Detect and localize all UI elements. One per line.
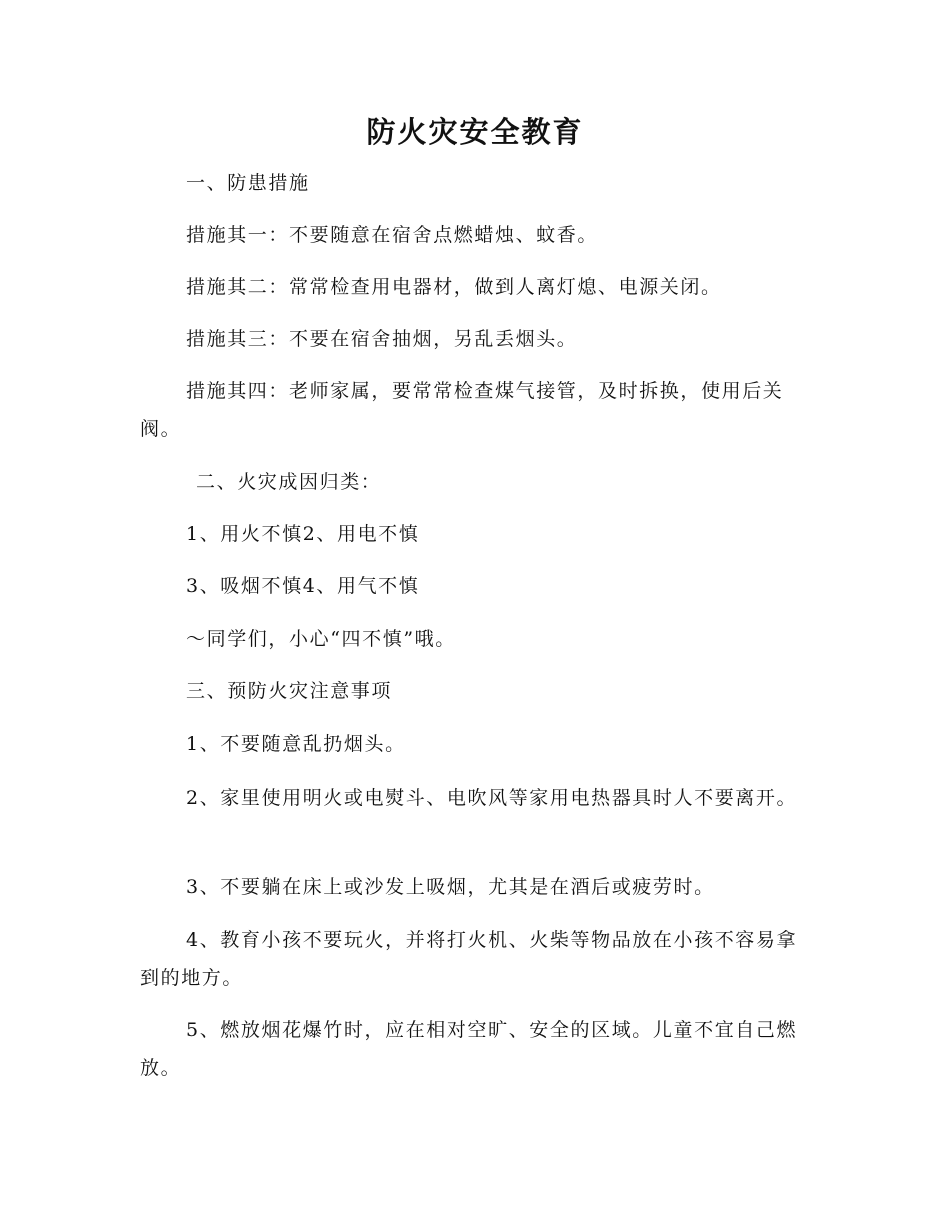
paragraph-measure-4: 措施其四：老师家属，要常常检查煤气接管，及时拆换，使用后关阀。 — [140, 380, 784, 440]
paragraph-measure-1: 措施其一：不要随意在宿舍点燃蜡烛、蚊香。 — [186, 224, 599, 246]
paragraph-precaution-2: 2、家里使用明火或电熨斗、电吹风等家用电热器具时人不要离开。 — [186, 787, 798, 809]
paragraph-precaution-4: 4、教育小孩不要玩火，并将打火机、火柴等物品放在小孩不容易拿到的地方。 — [140, 929, 798, 989]
paragraph-precaution-5: 5、燃放烟花爆竹时，应在相对空旷、安全的区域。儿童不宜自己燃放。 — [140, 1019, 798, 1079]
paragraph-causes-2: 3、吸烟不慎4、用气不慎 — [186, 575, 420, 597]
paragraph-reminder: ～同学们，小心“四不慎”哦。 — [186, 628, 456, 650]
paragraph-measure-3: 措施其三：不要在宿舍抽烟，另乱丢烟头。 — [186, 328, 578, 350]
section-heading-prevention: 一、防患措施 — [186, 172, 310, 194]
section-heading-precautions: 三、预防火灾注意事项 — [186, 680, 393, 702]
document-title: 防火灾安全教育 — [366, 115, 584, 149]
paragraph-causes-1: 1、用火不慎2、用电不慎 — [186, 523, 420, 545]
section-heading-causes: 二、火灾成因归类： — [196, 471, 382, 493]
paragraph-precaution-3: 3、不要躺在床上或沙发上吸烟，尤其是在酒后或疲劳时。 — [186, 876, 715, 898]
paragraph-precaution-1: 1、不要随意乱扔烟头。 — [186, 733, 406, 755]
paragraph-measure-2: 措施其二：常常检查用电器材，做到人离灯熄、电源关闭。 — [186, 276, 722, 298]
